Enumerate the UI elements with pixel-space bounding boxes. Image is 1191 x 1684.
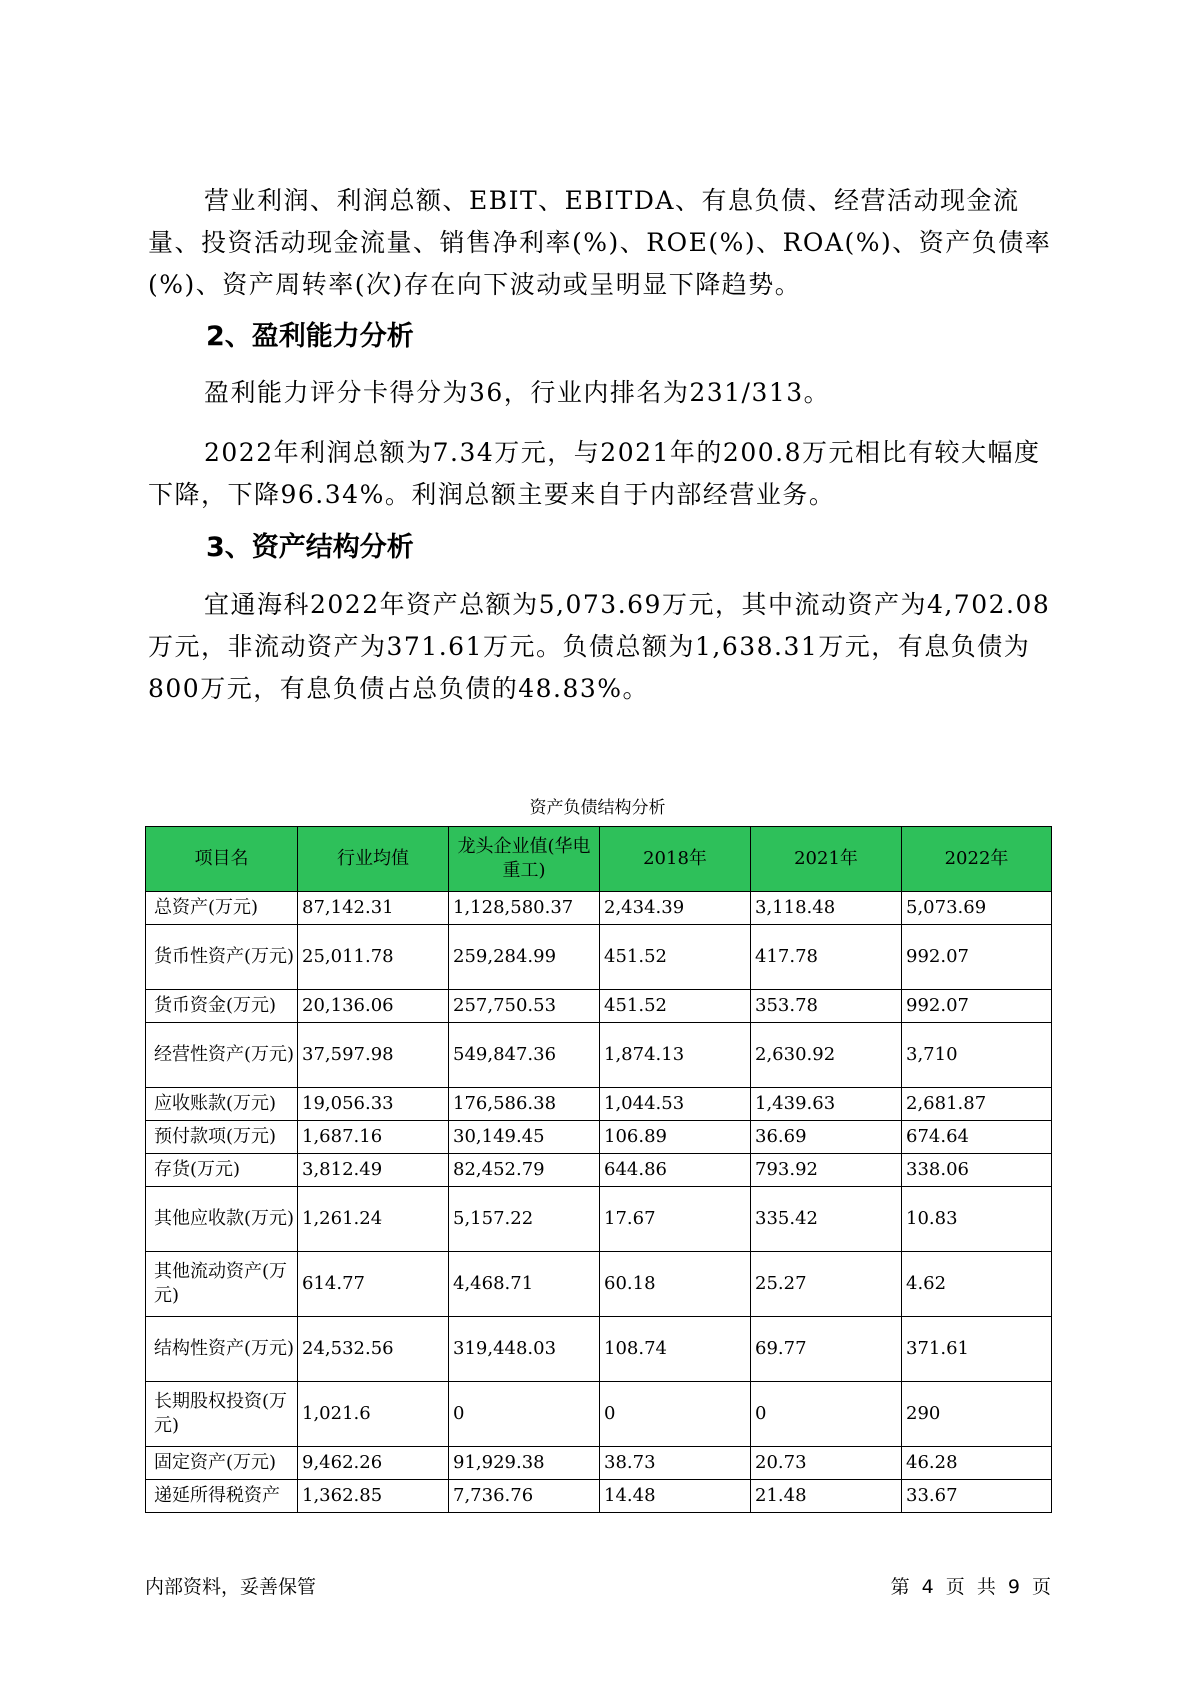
table-row — [146, 1382, 1052, 1447]
table-row — [146, 1088, 1052, 1121]
row-name: 货币性资产(万元) — [146, 925, 298, 990]
cell: 37,597.98 — [298, 1023, 449, 1088]
cell: 33.67 — [902, 1480, 1052, 1513]
cell: 549,847.36 — [449, 1023, 600, 1088]
cell: 38.73 — [600, 1447, 751, 1480]
cell: 3,710 — [902, 1023, 1052, 1088]
row-name: 长期股权投资(万元) — [146, 1382, 298, 1447]
cell: 1,439.63 — [751, 1088, 902, 1121]
cell: 36.69 — [751, 1121, 902, 1154]
row-name: 结构性资产(万元) — [146, 1317, 298, 1382]
column-header: 项目名 — [146, 827, 298, 892]
cell: 17.67 — [600, 1187, 751, 1252]
cell: 674.64 — [902, 1121, 1052, 1154]
asset-liability-table — [145, 826, 1052, 1513]
cell: 257,750.53 — [449, 990, 600, 1023]
cell: 108.74 — [600, 1317, 751, 1382]
column-header: 2018年 — [600, 827, 751, 892]
row-name: 递延所得税资产 — [146, 1480, 298, 1513]
cell: 793.92 — [751, 1154, 902, 1187]
cell: 353.78 — [751, 990, 902, 1023]
profit-score-paragraph: 盈利能力评分卡得分为36，行业内排名为231/313。 — [204, 378, 831, 407]
cell: 992.07 — [902, 925, 1052, 990]
cell: 371.61 — [902, 1317, 1052, 1382]
intro-paragraph: 营业利润、利润总额、EBIT、EBITDA、有息负债、经营活动现金流量、投资活动现金流量、销售净利率(%)、ROE(%)、ROA(%)、资产负债率(%)、资产周转率(次)存在向下波动或呈明显下降趋势。 — [148, 186, 1052, 299]
table-caption: 资产负债结构分析 — [529, 798, 666, 818]
column-header: 龙头企业值(华电重工) — [449, 827, 600, 892]
cell: 69.77 — [751, 1317, 902, 1382]
table-row — [146, 1154, 1052, 1187]
footer-confidential-note: 内部资料，妥善保管 — [145, 1576, 317, 1598]
cell: 1,044.53 — [600, 1088, 751, 1121]
cell: 5,157.22 — [449, 1187, 600, 1252]
cell: 2,681.87 — [902, 1088, 1052, 1121]
cell: 2,630.92 — [751, 1023, 902, 1088]
table-row — [146, 1187, 1052, 1252]
row-name: 经营性资产(万元) — [146, 1023, 298, 1088]
table-row — [146, 1480, 1052, 1513]
cell: 21.48 — [751, 1480, 902, 1513]
cell: 20.73 — [751, 1447, 902, 1480]
cell: 5,073.69 — [902, 892, 1052, 925]
cell: 60.18 — [600, 1252, 751, 1317]
cell: 25.27 — [751, 1252, 902, 1317]
cell: 0 — [449, 1382, 600, 1447]
table-row — [146, 892, 1052, 925]
cell: 290 — [902, 1382, 1052, 1447]
cell: 1,021.6 — [298, 1382, 449, 1447]
cell: 4.62 — [902, 1252, 1052, 1317]
cell: 4,468.71 — [449, 1252, 600, 1317]
row-name: 应收账款(万元) — [146, 1088, 298, 1121]
cell: 10.83 — [902, 1187, 1052, 1252]
cell: 82,452.79 — [449, 1154, 600, 1187]
cell: 644.86 — [600, 1154, 751, 1187]
cell: 0 — [751, 1382, 902, 1447]
cell: 992.07 — [902, 990, 1052, 1023]
cell: 1,874.13 — [600, 1023, 751, 1088]
cell: 338.06 — [902, 1154, 1052, 1187]
cell: 91,929.38 — [449, 1447, 600, 1480]
column-header: 2021年 — [751, 827, 902, 892]
cell: 1,362.85 — [298, 1480, 449, 1513]
row-name: 其他应收款(万元) — [146, 1187, 298, 1252]
cell: 176,586.38 — [449, 1088, 600, 1121]
heading-asset-analysis: 3、资产结构分析 — [206, 532, 414, 563]
cell: 451.52 — [600, 990, 751, 1023]
cell: 14.48 — [600, 1480, 751, 1513]
cell: 259,284.99 — [449, 925, 600, 990]
cell: 1,261.24 — [298, 1187, 449, 1252]
cell: 614.77 — [298, 1252, 449, 1317]
cell: 2,434.39 — [600, 892, 751, 925]
cell: 3,118.48 — [751, 892, 902, 925]
cell: 451.52 — [600, 925, 751, 990]
cell: 335.42 — [751, 1187, 902, 1252]
heading-profit-analysis: 2、盈利能力分析 — [206, 321, 414, 352]
table-row — [146, 925, 1052, 990]
cell: 19,056.33 — [298, 1088, 449, 1121]
cell: 1,128,580.37 — [449, 892, 600, 925]
cell: 7,736.76 — [449, 1480, 600, 1513]
cell: 3,812.49 — [298, 1154, 449, 1187]
table-row — [146, 1317, 1052, 1382]
profit-detail-paragraph: 2022年利润总额为7.34万元，与2021年的200.8万元相比有较大幅度下降，下降96.34%。利润总额主要来自于内部经营业务。 — [148, 438, 1041, 509]
row-name: 其他流动资产(万元) — [146, 1252, 298, 1317]
row-name: 货币资金(万元) — [146, 990, 298, 1023]
cell: 106.89 — [600, 1121, 751, 1154]
footer-page-number: 第 4 页 共 9 页 — [890, 1576, 1051, 1598]
column-header: 2022年 — [902, 827, 1052, 892]
row-name: 预付款项(万元) — [146, 1121, 298, 1154]
cell: 9,462.26 — [298, 1447, 449, 1480]
cell: 20,136.06 — [298, 990, 449, 1023]
cell: 1,687.16 — [298, 1121, 449, 1154]
cell: 30,149.45 — [449, 1121, 600, 1154]
cell: 417.78 — [751, 925, 902, 990]
cell: 319,448.03 — [449, 1317, 600, 1382]
table-row — [146, 990, 1052, 1023]
table-header-row — [146, 827, 1052, 892]
row-name: 存货(万元) — [146, 1154, 298, 1187]
table-row — [146, 1023, 1052, 1088]
column-header: 行业均值 — [298, 827, 449, 892]
table-row — [146, 1121, 1052, 1154]
asset-detail-paragraph: 宜通海科2022年资产总额为5,073.69万元，其中流动资产为4,702.08万元，非流动资产为371.61万元。负债总额为1,638.31万元，有息负债为800万元，有息负债占总负债的48.83%。 — [148, 590, 1051, 703]
cell: 87,142.31 — [298, 892, 449, 925]
cell: 24,532.56 — [298, 1317, 449, 1382]
table-row — [146, 1447, 1052, 1480]
row-name: 总资产(万元) — [146, 892, 298, 925]
table-row — [146, 1252, 1052, 1317]
cell: 0 — [600, 1382, 751, 1447]
row-name: 固定资产(万元) — [146, 1447, 298, 1480]
cell: 46.28 — [902, 1447, 1052, 1480]
cell: 25,011.78 — [298, 925, 449, 990]
